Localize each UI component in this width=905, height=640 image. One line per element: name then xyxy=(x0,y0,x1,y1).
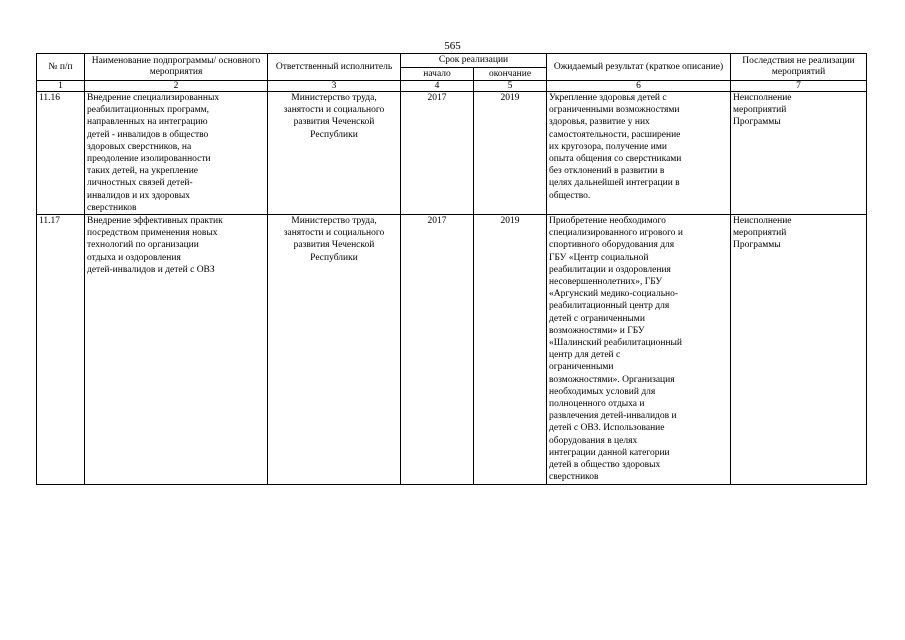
header-start: начало xyxy=(401,68,474,81)
header-result: Ожидаемый результат (краткое описание) xyxy=(547,54,731,81)
row-responsible: Министерство труда, занятости и социального развития Чеченской Республики xyxy=(268,92,401,215)
row-consequences: Неисполнение мероприятий Программы xyxy=(731,215,867,484)
column-number: 1 xyxy=(37,81,85,92)
column-number: 3 xyxy=(268,81,401,92)
row-result: Приобретение необходимого специализированного игрового и спортивного оборудования для ГБУ «Центр социальной реабилитации и оздоровления несовершеннолетних», ГБУ «Аргунский медико-социально- реабилитационный центр для детей с ограниченными возможностями» и ГБУ «Шалинский реабилитационный центр для детей с ограниченными возможностями». Организация необходимых условий для полноценного отдыха и развлечения детей-инвалидов и детей с ОВЗ. Использование оборудования в целях интеграции данной категории детей в общество здоровых сверстников xyxy=(547,215,731,484)
program-table xyxy=(36,53,867,485)
row-consequences: Неисполнение мероприятий Программы xyxy=(731,92,867,215)
header-num: № п/п xyxy=(37,54,85,81)
header-consequences: Последствия не реализации мероприятий xyxy=(731,54,867,81)
column-number: 2 xyxy=(85,81,268,92)
row-name: Внедрение специализированных реабилитационных программ, направленных на интеграцию детей - инвалидов в общество здоровых сверстников, на преодоление изолированности таких детей, на укрепление личностных связей детей- инвалидов и их здоровых сверстников xyxy=(85,92,268,215)
page-number: 565 xyxy=(444,40,461,52)
table-row xyxy=(37,92,867,215)
row-name: Внедрение эффективных практик посредством применения новых технологий по организации отдыха и оздоровления детей-инвалидов и детей с ОВЗ xyxy=(85,215,268,484)
table-row xyxy=(37,215,867,484)
header-end: окончание xyxy=(474,68,547,81)
header-name: Наименование подпрограммы/ основного мероприятия xyxy=(85,54,268,81)
row-num: 11.16 xyxy=(37,92,85,215)
row-result: Укрепление здоровья детей с ограниченными возможностями здоровья, развитие у них самостоятельности, расширение их кругозора, получение ими опыта общения со сверстниками без отклонений в развитии в целях дальнейшей интеграции в общество. xyxy=(547,92,731,215)
row-num: 11.17 xyxy=(37,215,85,484)
column-numbers-row xyxy=(37,81,867,92)
column-number: 5 xyxy=(474,81,547,92)
column-number: 6 xyxy=(547,81,731,92)
row-end: 2019 xyxy=(474,215,547,484)
row-start: 2017 xyxy=(401,92,474,215)
header-responsible: Ответственный исполнитель xyxy=(268,54,401,81)
row-start: 2017 xyxy=(401,215,474,484)
header-period: Срок реализации xyxy=(401,54,547,68)
header-row xyxy=(37,54,867,68)
row-responsible: Министерство труда, занятости и социального развития Чеченской Республики xyxy=(268,215,401,484)
column-number: 4 xyxy=(401,81,474,92)
row-end: 2019 xyxy=(474,92,547,215)
column-number: 7 xyxy=(731,81,867,92)
